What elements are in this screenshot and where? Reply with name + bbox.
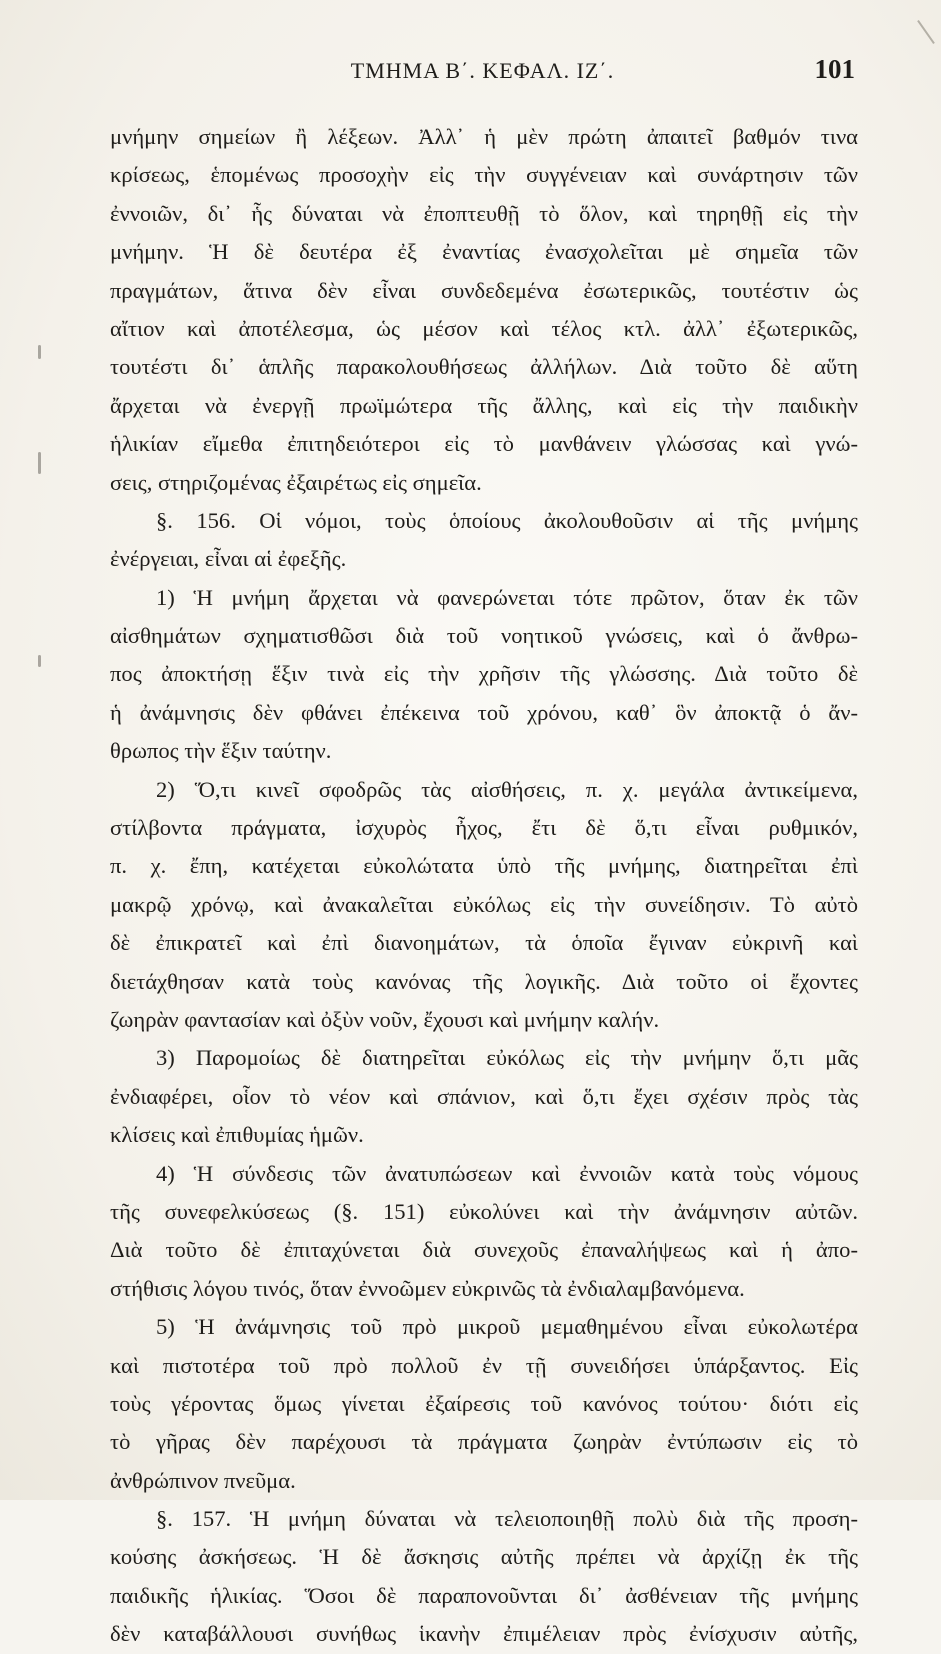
text-line: πος ἀποκτήσῃ ἕξιν τινὰ εἰς τὴν χρῆσιν τῆς γλώσσης. Διὰ τοῦτο δὲ: [110, 661, 858, 687]
text-line: ἐνδιαφέρει, οἷον τὸ νέον καὶ σπάνιον, καὶ ὅ,τι ἔχει σχέσιν πρὸς τὰς: [110, 1083, 858, 1109]
text-line: μνήμην. Ἡ δὲ δευτέρα ἐξ ἐναντίας ἐνασχολεῖται μὲ σημεῖα τῶν: [110, 239, 858, 265]
text-line: στίλβοντα πράγματα, ἰσχυρὸς ἦχος, ἔτι δὲ ὅ,τι εἶναι ρυθμικόν,: [110, 815, 858, 841]
section-heading-line: §. 156. Οἱ νόμοι, τοὺς ὁποίους ἀκολουθοῦσιν αἱ τῆς μνήμης: [156, 507, 858, 533]
text-line: ἐνέργειαι, εἶναι αἱ ἐφεξῆς.: [110, 546, 347, 572]
text-line: καὶ πιστοτέρα τοῦ πρὸ πολλοῦ ἐν τῇ συνειδήσει ὑπάρξαντος. Εἰς: [110, 1352, 858, 1378]
text-line: πραγμάτων, ἅτινα δὲν εἶναι συνδεδεμένα ἐσωτερικῶς, τουτέστιν ὡς: [110, 277, 858, 303]
section-heading-line: §. 157. Ἡ μνήμη δύναται νὰ τελειοποιηθῇ πολὺ διὰ τῆς προση-: [156, 1506, 858, 1532]
text-line: ἡ ἀνάμνησις δὲν φθάνει ἐπέκεινα τοῦ χρόνου, καθ᾽ ὃν ἀποκτᾷ ὁ ἄν-: [110, 699, 858, 725]
text-line: ζωηρὰν φαντασίαν καὶ ὀξὺν νοῦν, ἔχουσι καὶ μνήμην καλήν.: [110, 1006, 660, 1032]
list-item-line: 3) Παρομοίως δὲ διατηρεῖται εὐκόλως εἰς τὴν μνήμην ὅ,τι μᾶς: [156, 1045, 858, 1071]
text-line: τῆς συνεφελκύσεως (§. 151) εὐκολύνει καὶ τὴν ἀνάμνησιν αὐτῶν.: [110, 1198, 858, 1224]
text-line: τοὺς γέροντας ὅμως γίνεται ἐξαίρεσις τοῦ κανόνος τούτου· διότι εἰς: [110, 1390, 858, 1416]
text-line: κρίσεως, ἑπομένως προσοχὴν εἰς τὴν συγγένειαν καὶ συνάρτησιν τῶν: [110, 162, 858, 188]
text-line: κούσης ἀσκήσεως. Ἡ δὲ ἄσκησις αὐτῆς πρέπει νὰ ἀρχίζῃ ἐκ τῆς: [110, 1544, 858, 1570]
text-line: στήθισις λόγου τινός, ὅταν ἐννοῶμεν εὐκρινῶς τὰ ἐνδιαλαμβανόμενα.: [110, 1275, 745, 1301]
text-line: αἴτιον καὶ ἀποτέλεσμα, ὡς μέσον καὶ τέλος κτλ. ἀλλ᾽ ἐξωτερικῶς,: [110, 315, 858, 341]
text-line: ἄρχεται νὰ ἐνεργῇ πρωϊμώτερα τῆς ἄλλης, καὶ εἰς τὴν παιδικὴν: [110, 392, 858, 418]
text-line: μακρῷ χρόνῳ, καὶ ἀνακαλεῖται εὐκόλως εἰς τὴν συνείδησιν. Τὸ αὐτὸ: [110, 891, 858, 917]
text-line: διετάχθησαν κατὰ τοὺς κανόνας τῆς λογικῆς. Διὰ τοῦτο οἱ ἔχοντες: [110, 968, 858, 994]
text-line: παιδικῆς ἡλικίας. Ὅσοι δὲ παραπονοῦνται δι᾽ ἀσθένειαν τῆς μνήμης: [110, 1582, 858, 1608]
list-item-line: 4) Ἡ σύνδεσις τῶν ἀνατυπώσεων καὶ ἐννοιῶν κατὰ τοὺς νόμους: [156, 1160, 858, 1186]
page-number: 101: [814, 54, 855, 84]
running-head: ΤΜΗΜΑ Β΄. ΚΕΦΑΛ. ΙΖ΄.: [350, 58, 615, 83]
text-line: τουτέστι δι᾽ ἁπλῆς παρακολουθήσεως ἀλλήλων. Διὰ τοῦτο δὲ αὕτη: [110, 354, 858, 380]
text-line: ἐννοιῶν, δι᾽ ἧς δύναται νὰ ἐποπτευθῇ τὸ ὅλον, καὶ τηρηθῇ εἰς τὴν: [110, 200, 858, 226]
text-line: μνήμην σημείων ἢ λέξεων. Ἀλλ᾽ ἡ μὲν πρώτη ἀπαιτεῖ βαθμόν τινα: [110, 124, 858, 149]
text-line: ἡλικίαν εἴμεθα ἐπιτηδειότεροι εἰς τὸ μανθάνειν γλώσσας καὶ γνώ-: [110, 431, 858, 457]
text-line: π. χ. ἔπη, κατέχεται εὐκολώτατα ὑπὸ τῆς μνήμης, διατηρεῖται ἐπὶ: [110, 853, 858, 879]
text-line: αἰσθημάτων σχηματισθῶσι διὰ τοῦ νοητικοῦ γνώσεις, καὶ ὁ ἄνθρω-: [110, 623, 858, 649]
page-header: [110, 54, 855, 94]
text-line: ἀνθρώπινον πνεῦμα.: [110, 1467, 296, 1493]
text-line: θρωπος τὴν ἕξιν ταύτην.: [110, 738, 332, 764]
text-line: σεις, στηριζομένας ἐξαιρέτως εἰς σημεῖα.: [110, 469, 482, 495]
text-line: τὸ γῆρας δὲν παρέχουσι τὰ πράγματα ζωηρὰν ἐντύπωσιν εἰς τὸ: [110, 1429, 858, 1455]
margin-ink-mark: [38, 452, 41, 474]
list-item-line: 5) Ἡ ἀνάμνησις τοῦ πρὸ μικροῦ μεμαθημένου εἶναι εὐκολωτέρα: [156, 1314, 858, 1340]
text-line: Διὰ τοῦτο δὲ ἐπιταχύνεται διὰ συνεχοῦς ἐπαναλήψεως καὶ ἡ ἀπο-: [110, 1237, 858, 1263]
body-text: [110, 118, 858, 1654]
list-item-line: 2) Ὅ,τι κινεῖ σφοδρῶς τὰς αἰσθήσεις, π. χ. μεγάλα ἀντικείμενα,: [156, 776, 858, 802]
text-line: κλίσεις καὶ ἐπιθυμίας ἡμῶν.: [110, 1122, 364, 1148]
list-item-line: 1) Ἡ μνήμη ἄρχεται νὰ φανερώνεται τότε πρῶτον, ὅταν ἐκ τῶν: [156, 584, 858, 610]
margin-ink-mark: [38, 345, 41, 359]
page-corner-mark: [917, 20, 935, 44]
margin-ink-mark: [38, 655, 41, 667]
text-line: δὲ ἐπικρατεῖ καὶ ἐπὶ διανοημάτων, τὰ ὁποῖα ἔγιναν εὐκρινῆ καὶ: [110, 930, 858, 956]
text-line: δὲν καταβάλλουσι συνήθως ἱκανὴν ἐπιμέλειαν πρὸς ἐνίσχυσιν αὐτῆς,: [110, 1621, 858, 1647]
